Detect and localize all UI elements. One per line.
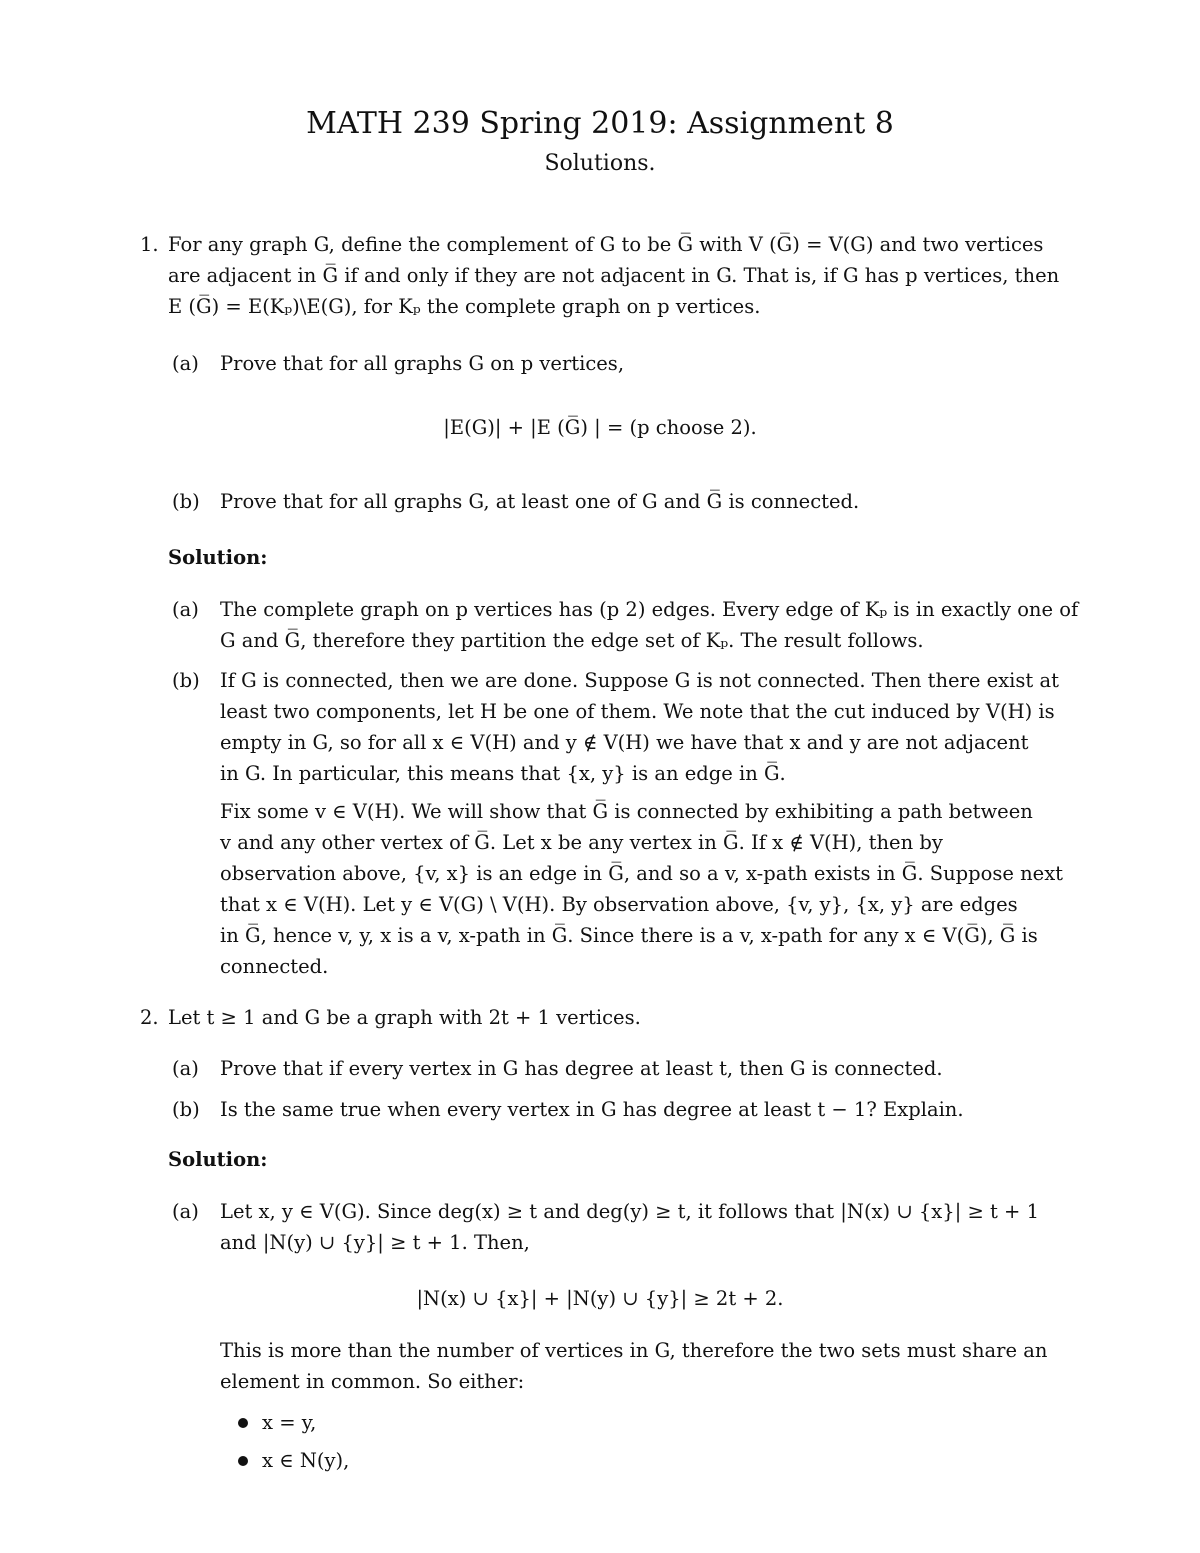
text-line: If G is connected, then we are done. Suppose G is not connected. Then there exist at <box>220 669 1059 692</box>
text-line: in G. In particular, this means that {x, y} is an edge in G̅. <box>220 762 786 785</box>
text-line: This is more than the number of vertices in G, therefore the two sets must share an <box>220 1339 1048 1362</box>
bullet-icon <box>238 1418 248 1428</box>
list-item: x ∈ N(y), <box>262 1449 350 1472</box>
text-line: and |N(y) ∪ {y}| ≥ t + 1. Then, <box>220 1231 530 1254</box>
question-2b-text: Is the same true when every vertex in G has degree at least t − 1? Explain. <box>220 1098 964 1121</box>
question-1a-equation: |E(G)| + |E (G̅) | = (p choose 2). <box>443 416 757 439</box>
solution-2a-text <box>220 1196 1090 1258</box>
text-line: Fix some v ∈ V(H). We will show that G̅ is connected by exhibiting a path between <box>220 800 1033 823</box>
bullet-icon <box>238 1456 248 1466</box>
question-1a-text: Prove that for all graphs G on p vertices, <box>220 352 625 375</box>
solution-1-heading: Solution: <box>168 546 268 569</box>
text-line: Let x, y ∈ V(G). Since deg(x) ≥ t and deg(y) ≥ t, it follows that |N(x) ∪ {x}| ≥ t + 1 <box>220 1200 1039 1223</box>
question-2a-text: Prove that if every vertex in G has degree at least t, then G is connected. <box>220 1057 943 1080</box>
page-subtitle: Solutions. <box>544 151 656 176</box>
solution-2a-label: (a) <box>172 1200 199 1223</box>
text-line: empty in G, so for all x ∈ V(H) and y ∉ V(H) we have that x and y are not adjacent <box>220 731 1029 754</box>
text-line: that x ∈ V(H). Let y ∈ V(G) \ V(H). By observation above, {v, y}, {x, y} are edges <box>220 893 1018 916</box>
list-item: x = y, <box>262 1411 317 1434</box>
text-line: v and any other vertex of G̅. Let x be any vertex in G̅. If x ∉ V(H), then by <box>220 831 943 854</box>
text-line: least two components, let H be one of them. We note that the cut induced by V(H) is <box>220 700 1055 723</box>
text-line: observation above, {v, x} is an edge in G̅, and so a v, x-path exists in G̅. Suppose next <box>220 862 1064 885</box>
question-2-number: 2. <box>140 1006 159 1029</box>
text-line: connected. <box>220 955 329 978</box>
solution-1b-continuation <box>220 796 1090 982</box>
solution-2a-continuation <box>220 1335 1090 1397</box>
solution-1b-text <box>220 665 1090 789</box>
solution-1a-label: (a) <box>172 598 199 621</box>
text-line: are adjacent in G̅ if and only if they are not adjacent in G. That is, if G has p vertices, then <box>168 264 1060 287</box>
text-line: element in common. So either: <box>220 1370 525 1393</box>
solution-2a-equation: |N(x) ∪ {x}| + |N(y) ∪ {y}| ≥ 2t + 2. <box>416 1287 784 1310</box>
text-line: E (G̅) = E(Kₚ)\E(G), for Kₚ the complete graph on p vertices. <box>168 295 761 318</box>
question-1-text <box>168 229 1090 322</box>
text-line: G and G̅, therefore they partition the edge set of Kₚ. The result follows. <box>220 629 924 652</box>
question-1b-label: (b) <box>172 490 200 513</box>
question-1b-text: Prove that for all graphs G, at least one of G and G̅ is connected. <box>220 490 860 513</box>
solution-2-heading: Solution: <box>168 1148 268 1171</box>
question-1a-label: (a) <box>172 352 199 375</box>
page-title: MATH 239 Spring 2019: Assignment 8 <box>306 106 894 141</box>
text-line: The complete graph on p vertices has (p 2) edges. Every edge of Kₚ is in exactly one of <box>220 598 1079 621</box>
question-1-number: 1. <box>140 233 159 256</box>
question-2a-label: (a) <box>172 1057 199 1080</box>
question-2b-label: (b) <box>172 1098 200 1121</box>
text-line: For any graph G, define the complement of G to be G̅ with V (G̅) = V(G) and two vertices <box>168 233 1044 256</box>
solution-1a-text <box>220 594 1090 656</box>
solution-1b-label: (b) <box>172 669 200 692</box>
question-2-text: Let t ≥ 1 and G be a graph with 2t + 1 vertices. <box>168 1006 641 1029</box>
text-line: in G̅, hence v, y, x is a v, x-path in G̅. Since there is a v, x-path for any x ∈ V(G̅), G̅ is <box>220 924 1038 947</box>
